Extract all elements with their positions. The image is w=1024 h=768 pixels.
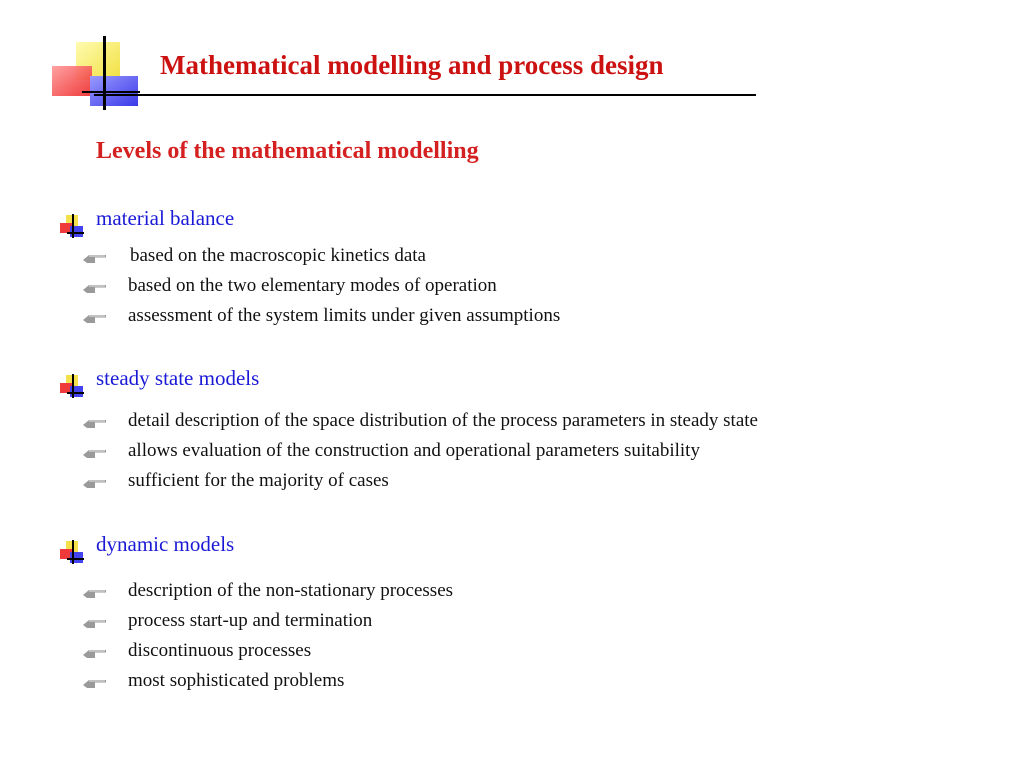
- page-subtitle: Levels of the mathematical modelling: [96, 138, 479, 164]
- item-text: discontinuous processes: [128, 640, 312, 661]
- pointing-hand-icon: [82, 251, 108, 265]
- item-text: sufficient for the majority of cases: [128, 470, 389, 491]
- page-title: Mathematical modelling and process design: [160, 50, 664, 80]
- pointing-hand-icon: [82, 616, 108, 630]
- item-text: description of the non-stationary processes: [128, 580, 454, 601]
- section-label: dynamic models: [96, 532, 235, 556]
- colored-squares-logo-icon: [50, 36, 142, 110]
- item-text: based on the macroscopic kinetics data: [130, 245, 426, 266]
- pointing-hand-icon: [82, 281, 108, 295]
- item-text: allows evaluation of the construction and operational parameters suitability: [128, 440, 700, 461]
- pointing-hand-icon: [82, 586, 108, 600]
- pointing-hand-icon: [82, 476, 108, 490]
- item-text: assessment of the system limits under given assumptions: [128, 305, 561, 326]
- section-label: material balance: [96, 206, 235, 230]
- pointing-hand-icon: [82, 676, 108, 690]
- item-text: most sophisticated problems: [128, 670, 345, 691]
- pointing-hand-icon: [82, 646, 108, 660]
- pointing-hand-icon: [82, 311, 108, 325]
- pointing-hand-icon: [82, 446, 108, 460]
- colored-squares-bullet-icon: [58, 540, 84, 564]
- pointing-hand-icon: [82, 416, 108, 430]
- item-text: process start-up and termination: [128, 610, 373, 631]
- section-label: steady state models: [96, 366, 260, 390]
- item-text: based on the two elementary modes of operation: [128, 275, 497, 296]
- colored-squares-bullet-icon: [58, 214, 84, 238]
- title-underline: [94, 94, 756, 96]
- item-text: detail description of the space distribution of the process parameters in steady state: [128, 410, 758, 431]
- colored-squares-bullet-icon: [58, 374, 84, 398]
